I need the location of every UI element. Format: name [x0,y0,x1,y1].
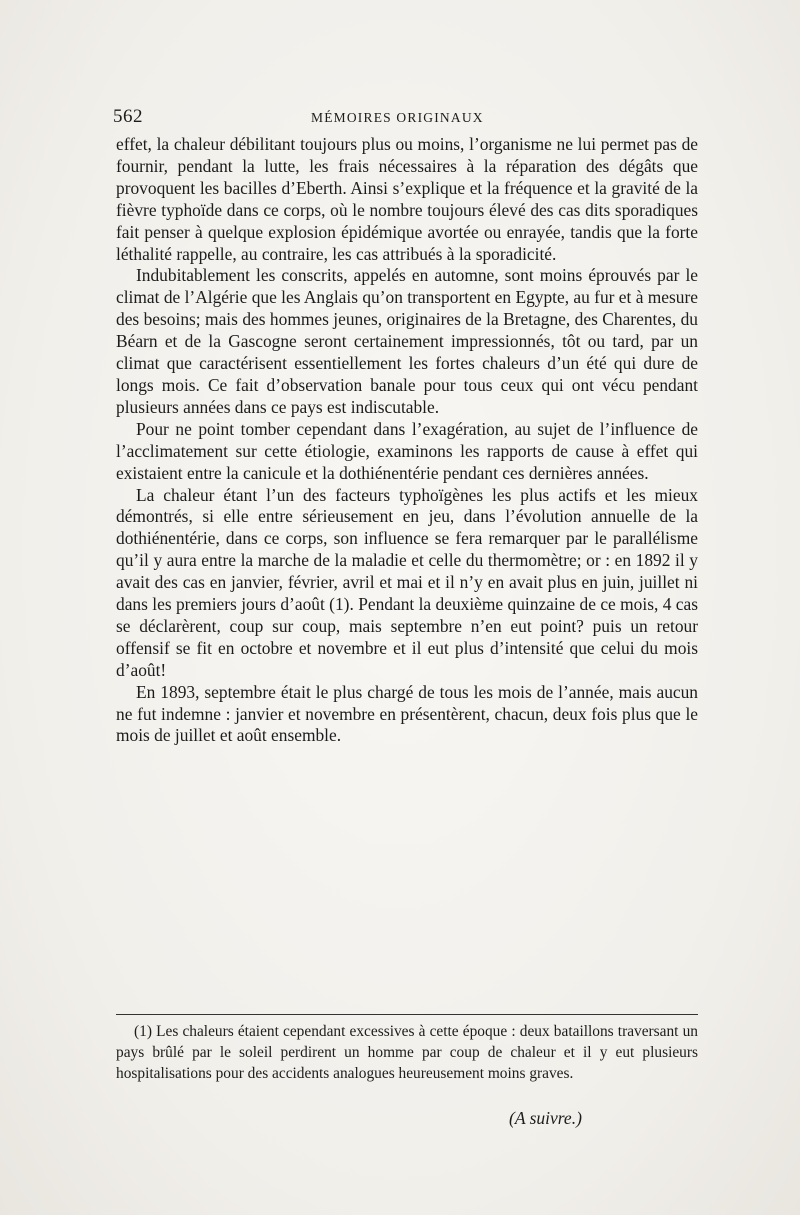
paragraph-4: La chaleur étant l’un des facteurs typhoïgènes les plus actifs et les mieux démontrés, si elle entre sérieusement en jeu, dans l’évolution annuelle de la dothiénentérie, dans ce corps, son influence se fera remarquer par le parallélisme qu’il y aura entre la marche de la maladie et celle du thermomètre; or : en 1892 il y avait des cas en janvier, février, avril et mai et il n’y en avait plus en juin, juillet ni dans les premiers jours d’août (1). Pendant la deuxième quinzaine de ce mois, 4 cas se déclarèrent, coup sur coup, mais septembre n’en eut point? puis un retour offensif se fit en octobre et novembre et il eut plus d’intensité que celui du mois d’août! [116,484,698,680]
paragraph-1: effet, la chaleur débilitant toujours plus ou moins, l’organisme ne lui permet pas de fournir, pendant la lutte, les frais nécessaires à la réparation des dégâts que provoquent les bacilles d’Eberth. Ainsi s’explique et la fréquence et la gravité de la fièvre typhoïde dans ce corps, où le nombre toujours élevé des cas dits sporadiques fait penser à quelque explosion épidémique avortée ou enrayée, tandis que la forte léthalité rappelle, au contraire, les cas attribués à la sporadicité. [116,134,698,264]
footnote-divider [116,1014,698,1015]
to-be-continued: (A suivre.) [509,1108,582,1128]
paragraph-2: Indubitablement les conscrits, appelés en automne, sont moins éprouvés par le climat de l’Algérie que les Anglais qu’on transportent en Egypte, au fur et à mesure des besoins; mais des hommes jeunes, originaires de la Bretagne, des Charentes, du Béarn et de la Gascogne seront certainement impressionnés, tôt ou tard, par un climat que caractérisent essentiellement les fortes chaleurs d’un été qui dure de longs mois. Ce fait d’observation banale pour tous ceux qui ont vécu pendant plusieurs années dans ce pays est indiscutable. [116,265,698,417]
running-title: MÉMOIRES ORIGINAUX [311,110,484,125]
page-number: 562 [113,106,143,127]
article-body [116,134,698,747]
footnote: (1) Les chaleurs étaient cependant excessives à cette époque : deux bataillons traversant un pays brûlé par le soleil perdirent un homme par coup de chaleur et il y eut plusieurs hospitalisations pour des accidents analogues heureusement moins graves. [116,1023,698,1082]
page-header [113,106,698,130]
paragraph-3: Pour ne point tomber cependant dans l’exagération, au sujet de l’influence de l’acclimatement sur cette étiologie, examinons les rapports de cause à effet qui existaient entre la canicule et la dothiénentérie pendant ces dernières années. [116,418,698,483]
paragraph-5: En 1893, septembre était le plus chargé de tous les mois de l’année, mais aucun ne fut indemne : janvier et novembre en présentèrent, chacun, deux fois plus que le mois de juillet et août ensemble. [116,681,698,746]
